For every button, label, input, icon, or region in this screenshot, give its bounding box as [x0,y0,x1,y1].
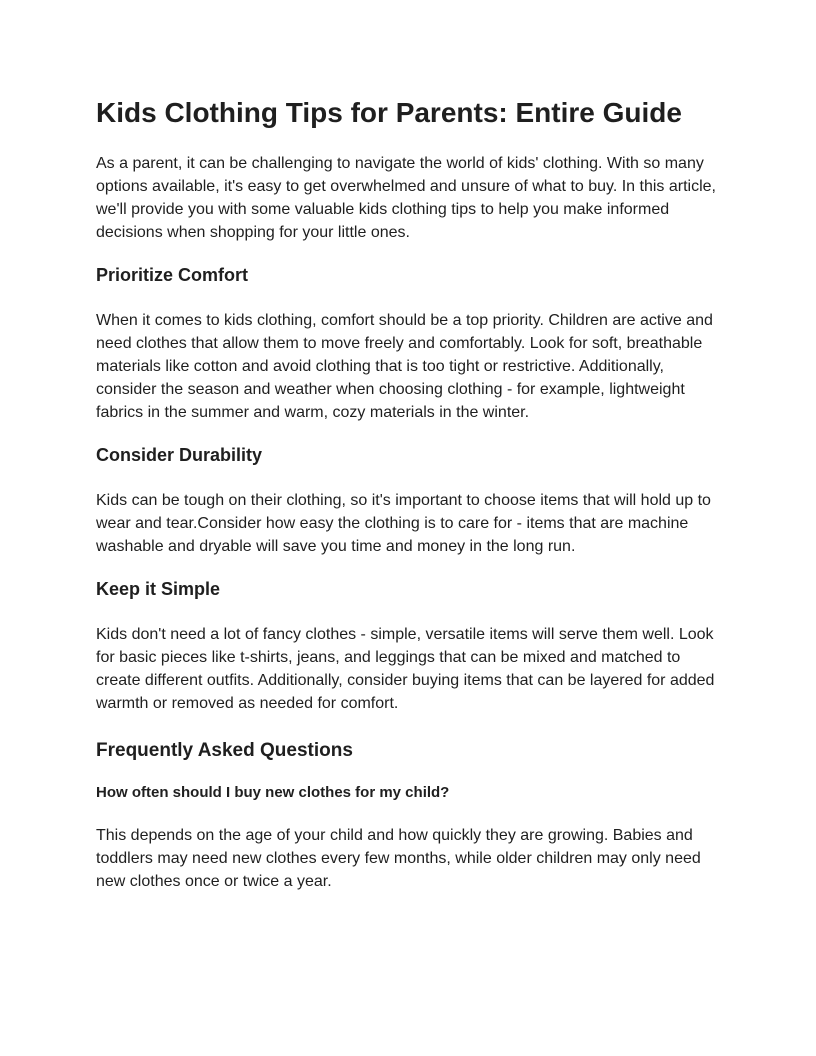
section-heading-simple: Keep it Simple [96,579,221,599]
section-body-comfort: When it comes to kids clothing, comfort should be a top priority. Children are active and need clothes that allow them to move freely and comfortably. Look for soft, breathable materials like cotton and avoid clothing that is too tight or restrictive. Additionally, consider the season and weather when choosing clothing - for example, lightweight fabrics in the summer and warm, cozy materials in the winter. [96,312,713,421]
faq-question: How often should I buy new clothes for my child? [96,784,450,801]
section-heading-durability: Consider Durability [96,445,263,465]
faq-heading: Frequently Asked Questions [96,740,353,761]
intro-paragraph: As a parent, it can be challenging to navigate the world of kids' clothing. With so many options available, it's easy to get overwhelmed and unsure of what to buy. In this article, we'll provide you with some valuable kids clothing tips to help you make informed decisions when shopping for your little ones. [96,155,716,241]
document-page [96,94,722,893]
section-body-simple: Kids don't need a lot of fancy clothes - simple, versatile items will serve them well. Look for basic pieces like t-shirts, jeans, and leggings that can be mixed and matched to create different outfits. Additionally, consider buying items that can be layered for added warmth or removed as needed for comfort. [96,626,715,712]
faq-answer: This depends on the age of your child and how quickly they are growing. Babies and toddlers may need new clothes every few months, while older children may only need new clothes once or twice a year. [96,827,701,890]
section-heading-comfort: Prioritize Comfort [96,265,249,285]
section-body-durability: Kids can be tough on their clothing, so it's important to choose items that will hold up to wear and tear.Consider how easy the clothing is to care for - items that are machine washable and dryable will save you time and money in the long run. [96,492,711,555]
page-title: Kids Clothing Tips for Parents: Entire Guide [96,97,682,128]
